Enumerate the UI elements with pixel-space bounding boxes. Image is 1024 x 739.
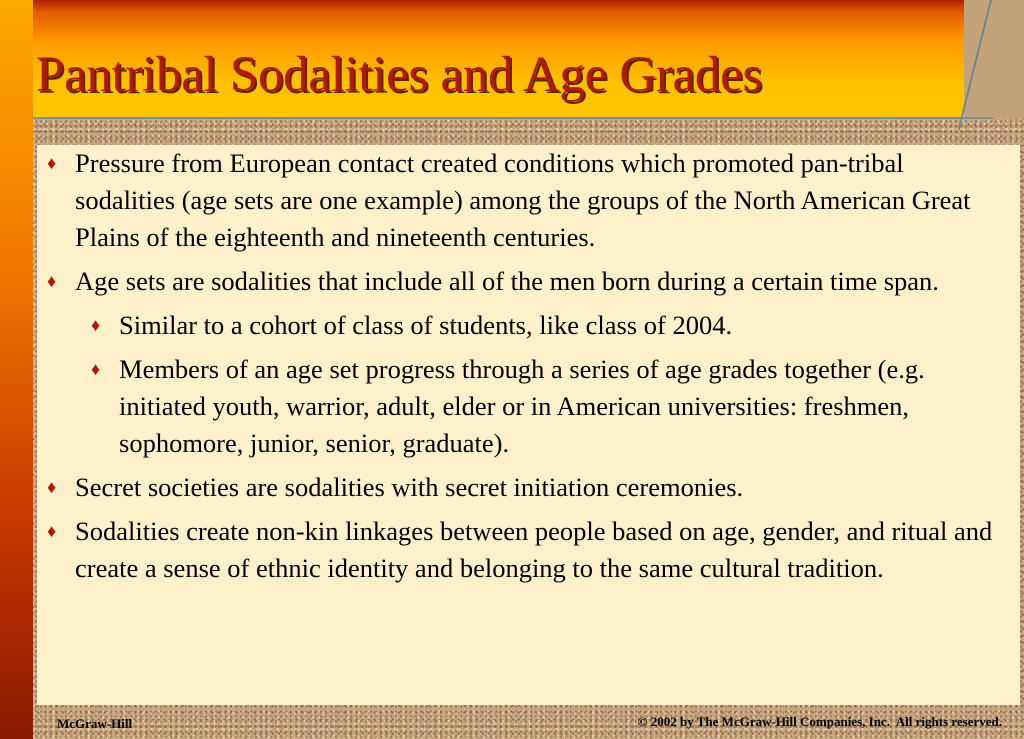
diamond-icon: ♦ xyxy=(47,521,57,541)
bullet-item xyxy=(37,469,1020,506)
sub-bullet-item xyxy=(37,351,1020,462)
header-divider xyxy=(33,117,993,119)
diamond-icon: ♦ xyxy=(47,271,57,291)
diamond-icon: ♦ xyxy=(47,477,57,497)
sub-bullet-text: Members of an age set progress through a series of age grades together (e.g. initiated youth, warrior, adult, elder or in American universities: freshmen, sophomore, junior, senior, graduate). xyxy=(119,354,925,458)
header-right-corner xyxy=(964,0,1024,118)
sub-bullet-item xyxy=(37,307,1020,344)
bullet-text: Secret societies are sodalities with secret initiation ceremonies. xyxy=(75,472,744,502)
bullet-text: Age sets are sodalities that include all of the men born during a certain time span. xyxy=(75,266,939,296)
content-panel xyxy=(37,145,1020,705)
footer-publisher: McGraw-Hill xyxy=(57,716,133,731)
diamond-icon: ♦ xyxy=(91,359,101,379)
diamond-icon: ♦ xyxy=(47,153,57,173)
bullet-text: Sodalities create non-kin linkages between people based on age, gender, and ritual and create a sense of ethnic identity and belonging to the same cultural tradition. xyxy=(75,516,993,583)
bullet-item xyxy=(37,145,1020,256)
footer-copyright: © 2002 by The McGraw-Hill Companies, Inc. All rights reserved. xyxy=(637,714,1002,729)
left-gradient-strip xyxy=(0,0,33,739)
sub-bullet-text: Similar to a cohort of class of students, like class of 2004. xyxy=(119,310,733,340)
bullet-text: Pressure from European contact created conditions which promoted pan-tribal sodalities (age sets are one example) among the groups of the North American Great Plains of the eighteenth and nineteenth centuries. xyxy=(75,148,971,252)
bullet-item xyxy=(37,263,1020,300)
diamond-icon: ♦ xyxy=(91,315,101,335)
slide-title: Pantribal Sodalities and Age Grades xyxy=(36,47,763,103)
bullet-list xyxy=(37,145,1020,594)
bullet-item xyxy=(37,513,1020,587)
